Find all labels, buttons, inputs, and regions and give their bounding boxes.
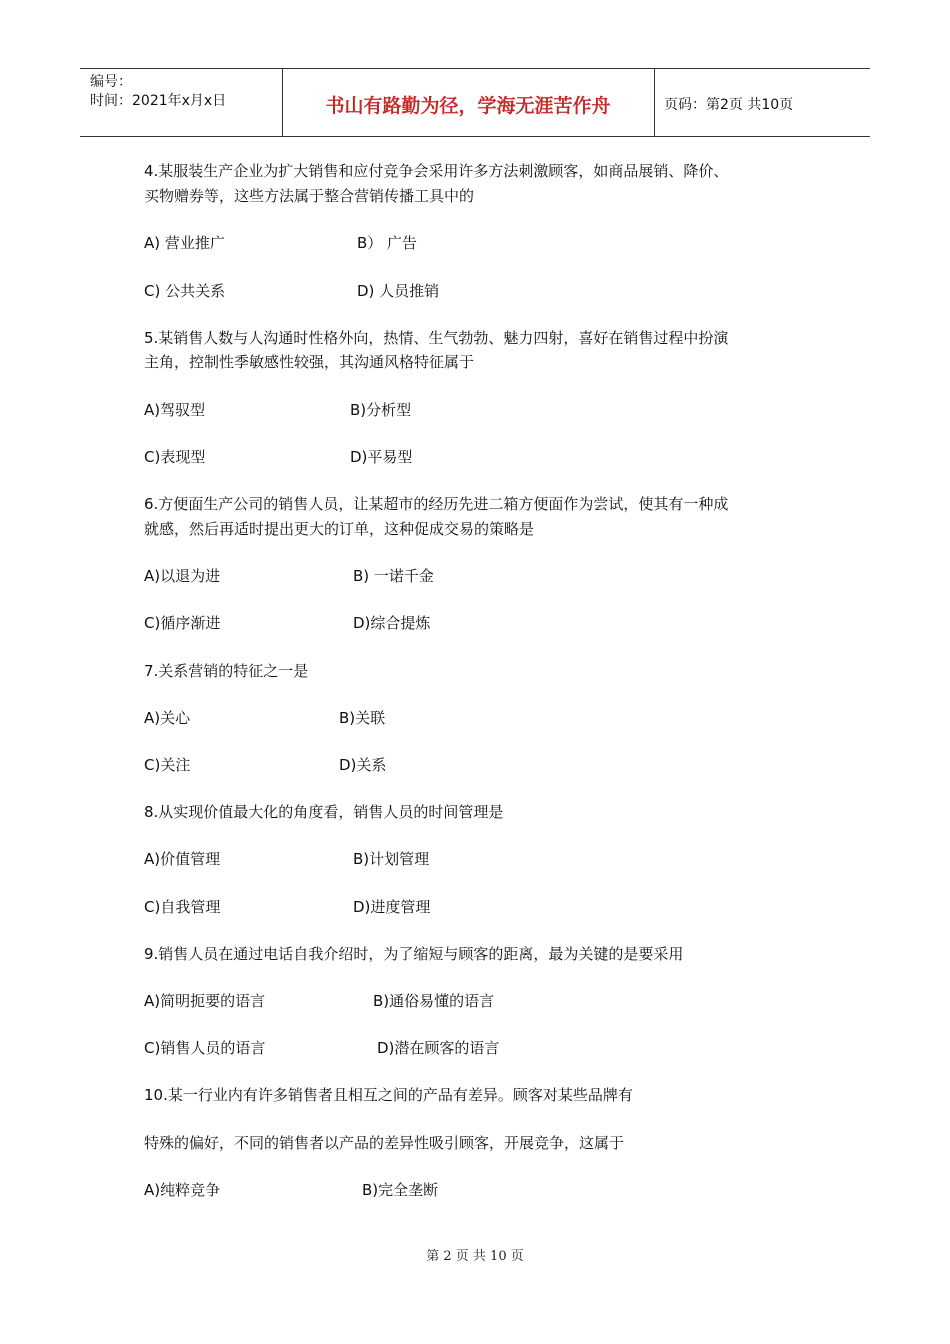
- question-6-option-d: D)综合提炼: [353, 614, 431, 632]
- question-10-line-2: 特殊的偏好，不同的销售者以产品的差异性吸引顾客，开展竞争，这属于: [144, 1134, 625, 1152]
- question-7-option-d: D)关系: [339, 756, 387, 774]
- page-footer: 第 2 页 共 10 页: [426, 1249, 524, 1264]
- question-5-option-a: A)驾驭型: [144, 401, 206, 419]
- header-page-cell: [654, 69, 870, 136]
- question-5-option-d: D)平易型: [350, 448, 413, 466]
- motto-text: 书山有路勤为径，学海无涯苦作舟: [325, 95, 611, 117]
- question-10-option-b: B)完全垄断: [362, 1181, 439, 1199]
- question-6-option-a: A)以退为进: [144, 567, 221, 585]
- question-8-line-1: 8.从实现价值最大化的角度看，销售人员的时间管理是: [144, 803, 504, 821]
- question-6-option-b: B) 一诺千金: [353, 567, 434, 585]
- page-header: [80, 68, 870, 137]
- header-meta-cell: [80, 69, 283, 136]
- question-5-line-2: 主角，控制性季敏感性较强，其沟通风格特征属于: [144, 353, 475, 371]
- question-6-line-1: 6.方便面生产公司的销售人员，让某超市的经历先进二箱方便面作为尝试，使其有一种成: [144, 495, 729, 513]
- question-9-option-a: A)简明扼要的语言: [144, 992, 266, 1010]
- question-5-option-c: C)表现型: [144, 448, 206, 466]
- question-9-option-d: D)潜在顾客的语言: [377, 1039, 500, 1057]
- question-9-line-1: 9.销售人员在通过电话自我介绍时，为了缩短与顾客的距离，最为关键的是要采用: [144, 945, 684, 963]
- question-6-option-c: C)循序渐进: [144, 614, 221, 632]
- header-motto-cell: [282, 69, 655, 136]
- number-label: 编号：: [90, 74, 132, 90]
- question-4-line-2: 买物赠券等，这些方法属于整合营销传播工具中的: [144, 187, 475, 205]
- question-4-option-b: B） 广告: [357, 234, 418, 252]
- question-8-option-b: B)计划管理: [353, 850, 430, 868]
- question-7-option-b: B)关联: [339, 709, 386, 727]
- date-label: 时间：2021年x月x日: [90, 93, 227, 109]
- question-10-option-a: A)纯粹竞争: [144, 1181, 221, 1199]
- question-7-option-c: C)关注: [144, 756, 191, 774]
- page-info: 页码：第2页 共10页: [664, 97, 794, 113]
- question-4-option-c: C) 公共关系: [144, 282, 226, 300]
- question-10-line-1: 10.某一行业内有许多销售者且相互之间的产品有差异。顾客对某些品牌有: [144, 1086, 633, 1104]
- question-9-option-b: B)通俗易懂的语言: [373, 992, 495, 1010]
- question-7-line-1: 7.关系营销的特征之一是: [144, 662, 309, 680]
- question-4-line-1: 4.某服装生产企业为扩大销售和应付竞争会采用许多方法刺激顾客，如商品展销、降价、: [144, 162, 729, 180]
- question-5-line-1: 5.某销售人数与人沟通时性格外向，热情、生气勃勃、魅力四射，喜好在销售过程中扮演: [144, 329, 729, 347]
- question-5-option-b: B)分析型: [350, 401, 412, 419]
- question-4-option-a: A) 营业推广: [144, 234, 225, 252]
- question-4-option-d: D) 人员推销: [357, 282, 440, 300]
- question-8-option-c: C)自我管理: [144, 898, 221, 916]
- question-6-line-2: 就感，然后再适时提出更大的订单，这种促成交易的策略是: [144, 520, 535, 538]
- question-8-option-a: A)价值管理: [144, 850, 221, 868]
- question-8-option-d: D)进度管理: [353, 898, 431, 916]
- question-7-option-a: A)关心: [144, 709, 191, 727]
- question-9-option-c: C)销售人员的语言: [144, 1039, 266, 1057]
